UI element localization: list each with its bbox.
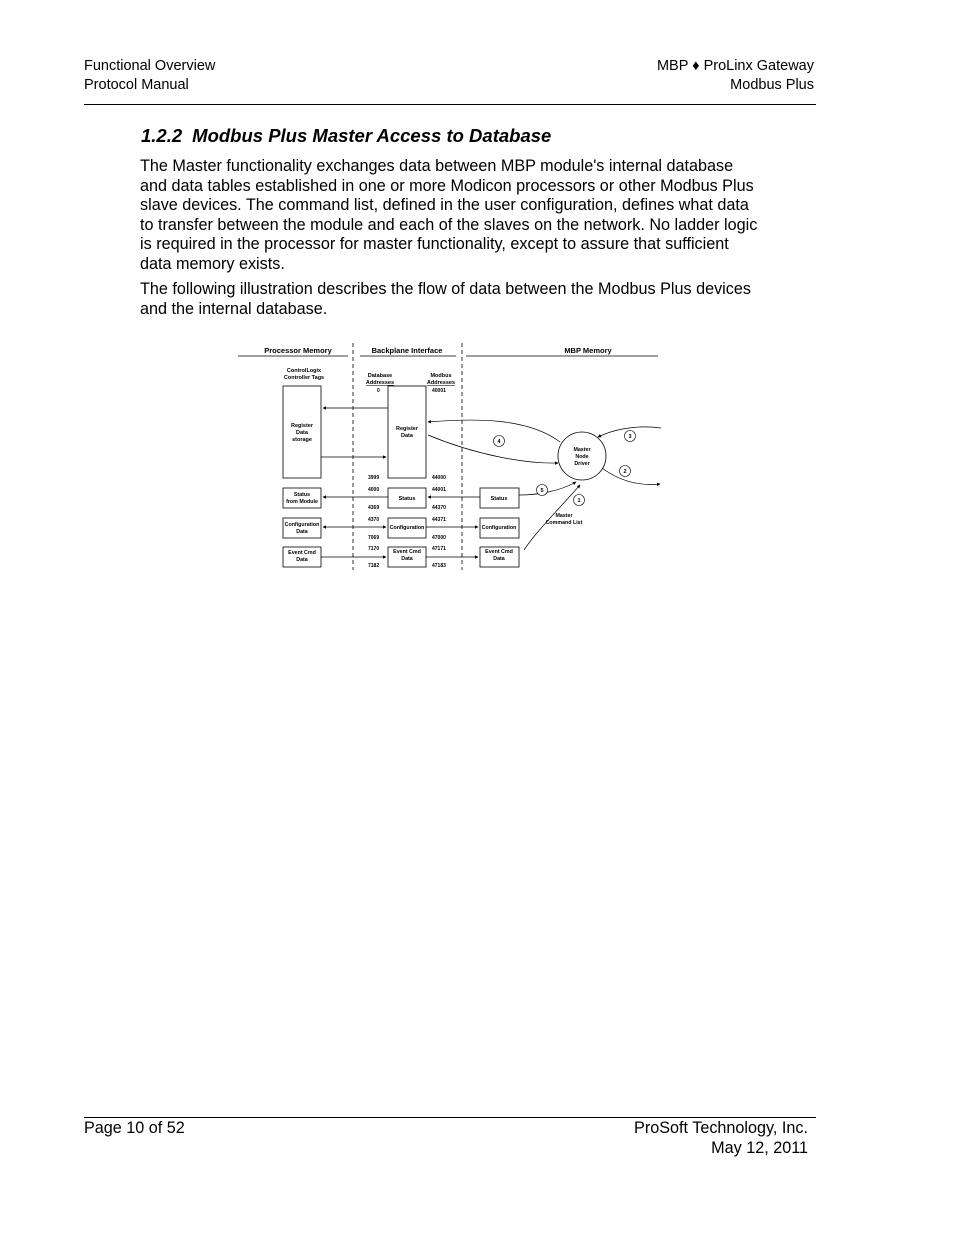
configuration-data-line1: Configuration (284, 522, 320, 528)
footer-date: May 12, 2011 (711, 1138, 808, 1157)
db-address-7170: 7170 (368, 546, 380, 552)
section-heading (141, 125, 551, 147)
footer-publisher (634, 1119, 808, 1158)
database-addresses-line2: Addresses (365, 380, 395, 386)
step-3-label: 3 (628, 434, 632, 440)
step-2-label: 2 (623, 469, 627, 475)
status-label-backplane: Status (398, 496, 416, 502)
configuration-label-mbp: Configuration (481, 525, 517, 531)
heading-processor-memory: Processor Memory (264, 346, 332, 355)
register-data-line1: Register (395, 426, 419, 432)
modbus-addresses-line2: Addresses (426, 380, 456, 386)
mb-address-47000: 47000 (432, 535, 446, 541)
status-from-module-box (283, 488, 321, 508)
configuration-data-line2: Data (296, 529, 308, 535)
mb-address-47183: 47183 (432, 563, 446, 569)
controller-tags-line2: Controller Tags (283, 375, 325, 381)
event-cmd-mbp-line1: Event Cmd (485, 549, 513, 555)
configuration-label-backplane: Configuration (389, 525, 425, 531)
controller-tags-line1: ControlLogix (286, 368, 322, 374)
db-address-7182: 7182 (368, 563, 380, 569)
page-number: Page 10 of 52 (84, 1119, 185, 1137)
db-address-0: 0 (377, 388, 380, 394)
footer-divider (84, 1117, 816, 1118)
event-cmd-mbp-line2: Data (493, 556, 505, 562)
mb-address-40001: 40001 (432, 388, 446, 394)
master-command-list-line2: Command List (545, 520, 583, 526)
header-product-name: MBP ♦ ProLinx Gateway (656, 58, 814, 74)
db-address-4370: 4370 (368, 517, 380, 523)
event-cmd-backplane-line2: Data (401, 556, 413, 562)
db-address-7069: 7069 (368, 535, 380, 541)
body-paragraph-1: The Master functionality exchanges data between MBP module's internal database and data tables established in one or more Modicon processors or other Modbus Plus slave devices. The command list, defined in the user configuration, defines what data to transfer between the module and each of the slaves on the network. No ladder logic is required in the processor for master functionality, except to assure that sufficient data memory exists. (140, 157, 758, 273)
status-from-module-line2: from Module (286, 499, 318, 505)
register-data-storage-line2: Data (296, 430, 308, 436)
mb-address-44370: 44370 (432, 505, 446, 511)
flow-2-driver-to-network (602, 468, 660, 484)
footer-company: ProSoft Technology, Inc. (634, 1119, 808, 1137)
header-protocol-name: Modbus Plus (730, 77, 814, 93)
header-divider (84, 104, 816, 105)
mb-address-44000: 44000 (432, 475, 446, 481)
header-section-name: Functional Overview (84, 58, 216, 74)
flow-register-to-driver (428, 435, 558, 463)
data-flow-diagram (236, 340, 662, 572)
step-1-label: 1 (577, 498, 581, 504)
section-title: Modbus Plus Master Access to Database (192, 125, 552, 146)
master-command-list-line1: Master (555, 513, 573, 519)
master-node-driver-line2: Node (575, 454, 589, 460)
register-data-box (388, 386, 426, 478)
header-manual-name: Protocol Manual (84, 77, 189, 93)
db-address-3999: 3999 (368, 475, 380, 481)
mb-address-44371: 44371 (432, 517, 446, 523)
event-cmd-backplane-line1: Event Cmd (393, 549, 421, 555)
db-address-4369: 4369 (368, 505, 380, 511)
mb-address-47171: 47171 (432, 546, 446, 552)
event-cmd-processor-line1: Event Cmd (288, 550, 316, 556)
body-paragraph-2: The following illustration describes the flow of data between the Modbus Plus devices and the internal database. (140, 280, 751, 318)
running-header-right (657, 57, 814, 95)
step-4-label: 4 (497, 439, 501, 445)
step-5-label: 5 (540, 488, 544, 494)
event-cmd-processor-line2: Data (296, 557, 308, 563)
heading-mbp-memory: MBP Memory (564, 346, 612, 355)
running-header-left (84, 57, 215, 95)
mb-address-44001: 44001 (432, 487, 446, 493)
master-node-driver-line3: Driver (574, 461, 590, 467)
status-label-mbp: Status (490, 496, 508, 502)
register-data-storage-line3: storage (292, 437, 312, 443)
configuration-data-box (283, 518, 321, 538)
master-node-driver-line1: Master (573, 447, 591, 453)
register-data-storage-line1: Register (290, 423, 314, 429)
modbus-addresses-line1: Modbus (430, 373, 452, 379)
section-number: 1.2.2 (141, 125, 183, 146)
heading-backplane-interface: Backplane Interface (371, 346, 443, 355)
database-addresses-line1: Database (367, 373, 393, 379)
status-from-module-line1: Status (293, 492, 311, 498)
db-address-4000: 4000 (368, 487, 380, 493)
register-data-line2: Data (401, 433, 413, 439)
